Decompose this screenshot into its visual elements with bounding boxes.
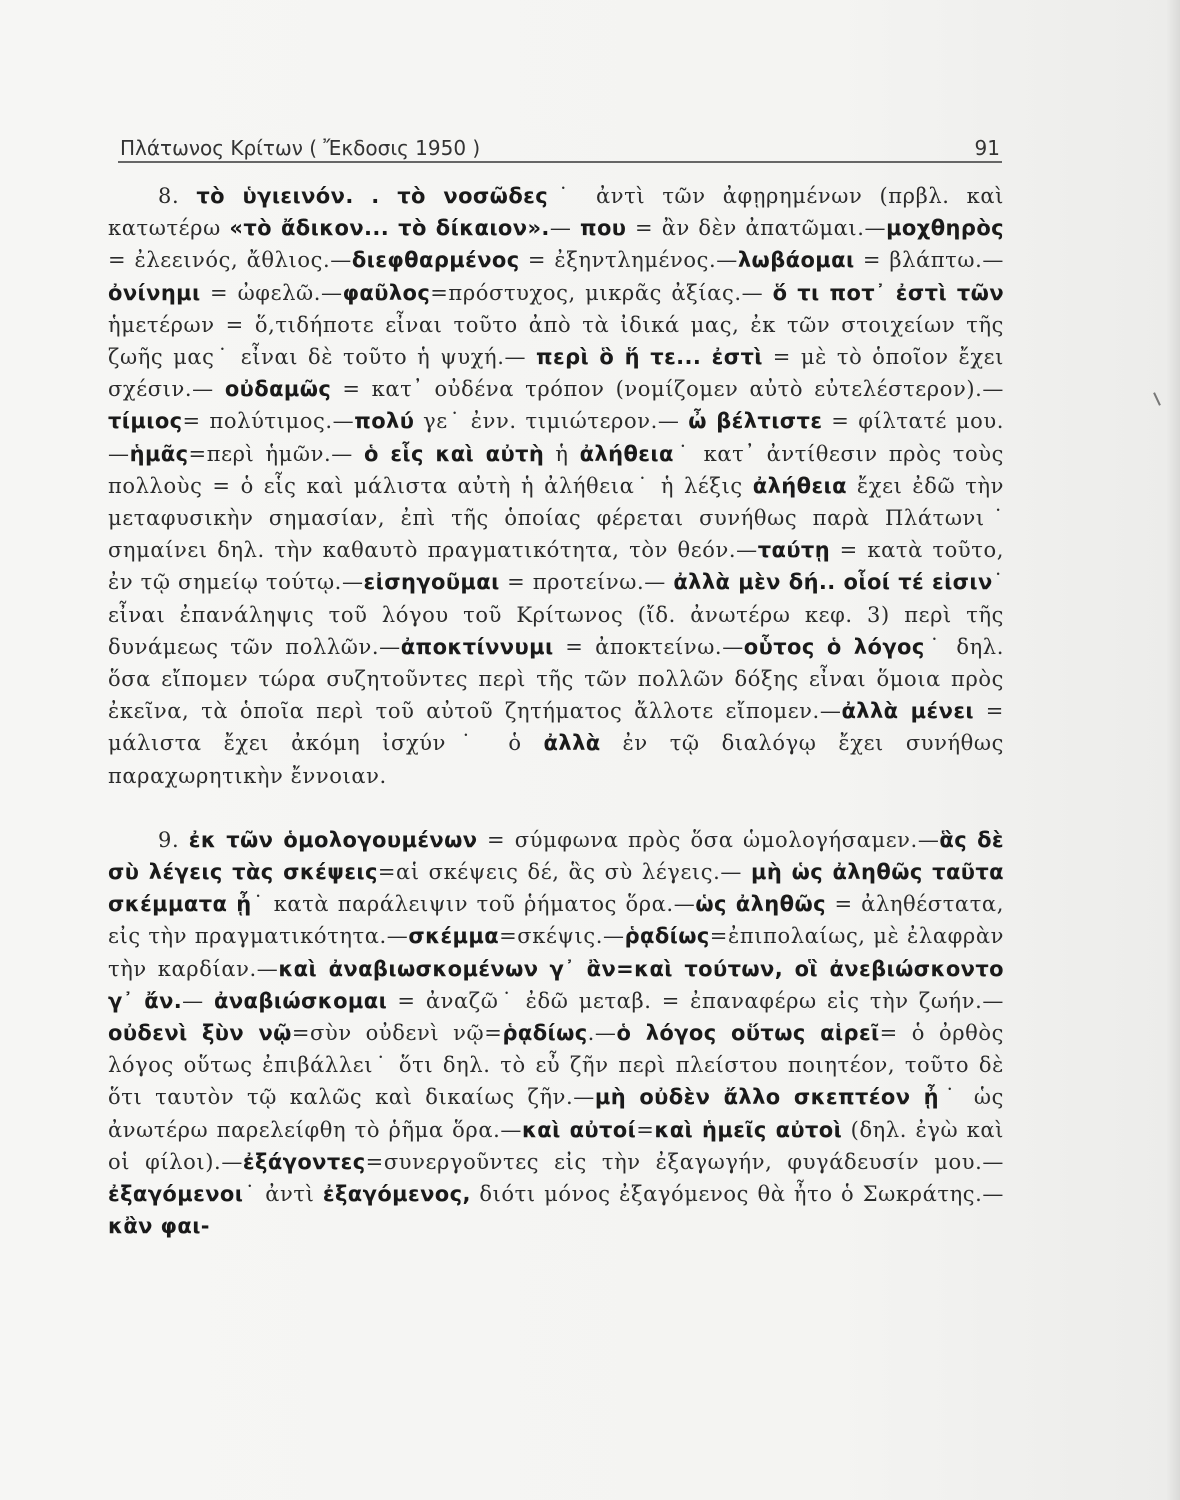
gloss-text: ˙ κατὰ παράλειψιν τοῦ ῥήματος ὅρα.— — [251, 892, 696, 917]
gloss-text: ˙ δηλ. ὅσα εἴπομεν τώρα συζητοῦντες περὶ τῆς τῶν πολλῶν δόξης εἶναι ὅμοια πρὸς ἐκεῖνα, τὰ ὁποῖα περὶ τοῦ αὐτοῦ ζητήματος ἄλλοτε εἴπομεν.— — [108, 634, 1004, 724]
gloss-text: = πολύτιμος.— — [182, 409, 355, 434]
lemma: ἀναβιώσκομαι — [214, 988, 388, 1013]
lemma: ἀλλὰ μένει — [841, 699, 975, 724]
gloss-text: =περὶ ἡμῶν.— — [188, 441, 364, 466]
gloss-text: =ἐπιπολαίως, μὲ ἐλαφρὰν τὴν καρδίαν.— — [108, 924, 1004, 981]
lemma: μὴ οὐδὲν ἄλλο σκεπτέον ᾖ — [594, 1085, 940, 1110]
note-section-9 — [108, 824, 1004, 1243]
lemma: ὀνίνημι — [108, 280, 201, 305]
lemma: «τὸ ἄδικον... τὸ δίκαιον». — [229, 216, 550, 241]
lemma: φαῦλος — [342, 280, 431, 305]
gloss-text: = μάλιστα ἔχει ἀκόμη ἰσχύν˙ ὁ — [108, 699, 1004, 756]
lemma: καὶ ἡμεῖς αὐτοὶ — [654, 1117, 843, 1142]
gloss-text: =συνεργοῦντες εἰς τὴν ἐξαγωγήν, φυγάδευσίν μου.— — [365, 1149, 1004, 1174]
lemma: ἐκ τῶν ὁμολογουμένων — [188, 827, 478, 852]
gloss-text: = — [636, 1117, 655, 1142]
gloss-text: ˙ ἀντὶ — [243, 1182, 323, 1207]
commentary-text — [108, 180, 1004, 1243]
lemma: οὗτος ὁ λόγος — [743, 634, 925, 659]
gloss-text: = ἀναζῶ˙ ἐδῶ μεταβ. = ἐπαναφέρω εἰς τὴν ζωήν.— — [387, 988, 1004, 1013]
lemma: ἃς δὲ σὺ λέγεις τὰς σκέψεις — [108, 827, 1004, 885]
lemma: ὁ λόγος οὕτως αἱρεῖ — [616, 1021, 880, 1046]
lemma: ὅ τι ποτ᾽ ἐστὶ τῶν — [772, 280, 1005, 305]
gloss-text: 9. — [158, 827, 189, 852]
lemma: εἰσηγοῦμαι — [363, 570, 500, 595]
page-edge-shadow — [1166, 0, 1180, 1500]
lemma: καὶ αὐτοί — [521, 1117, 637, 1142]
lemma: οὐδενὶ ξὺν νῷ — [108, 1021, 292, 1046]
lemma: λωβάομαι — [737, 248, 855, 273]
lemma: μὴ ὡς ἀληθῶς ταῦτα σκέμματα ᾖ — [108, 860, 1004, 917]
lemma: ὁ εἷς καὶ αὐτὴ — [363, 441, 545, 466]
gloss-text: =σκέψις.— — [499, 924, 625, 949]
gloss-text: = σύμφωνα πρὸς ὅσα ὡμολογήσαμεν.— — [477, 827, 940, 852]
gloss-text: διότι μόνος ἐξαγόμενος θὰ ἦτο ὁ Σωκράτης.— — [470, 1182, 1004, 1207]
gloss-text: — — [182, 988, 214, 1013]
gloss-text: ˙ εἶναι ἐπανάληψις τοῦ λόγου τοῦ Κρίτωνος (ἴδ. ἀνωτέρω κεφ. 3) περὶ τῆς δυνάμεως τῶν πολλῶν.— — [108, 570, 1004, 659]
gloss-text: γε˙ ἐνν. τιμιώτερον.— — [414, 409, 689, 434]
lemma: οὐδαμῶς — [224, 377, 332, 402]
gloss-text: = ἂν δὲν ἀπατῶμαι.— — [626, 216, 887, 241]
lemma: κἂν φαι- — [108, 1214, 210, 1239]
lemma: τὸ ὑγιεινόν. . τὸ νοσῶδες — [196, 184, 549, 208]
lemma: ῥᾳδίως — [624, 924, 710, 949]
gloss-text: ἡμετέρων = ὅ,τιδήποτε εἶναι τοῦτο ἀπὸ τὰ ἰδικά μας, ἐκ τῶν στοιχείων τῆς ζωῆς μας˙ εἶναι δὲ τοῦτο ἡ ψυχή.— — [108, 312, 1004, 370]
lemma: ῥᾳδίως — [502, 1021, 588, 1046]
gloss-text: .— — [587, 1021, 617, 1046]
gloss-text: ˙ ἀντὶ τῶν ἀφῃρημένων (πρβλ. καὶ κατωτέρω — [108, 184, 1004, 241]
gloss-text: — — [549, 216, 580, 241]
gloss-text — [539, 957, 550, 981]
gloss-text: ἐν τῷ διαλόγῳ ἔχει συνήθως παραχωρητικὴν ἔννοιαν. — [108, 731, 1004, 788]
gloss-text: = κατ᾽ οὐδένα τρόπον (νομίζομεν αὐτὸ εὐτελέστερον).— — [331, 377, 1004, 402]
margin-mark — [1153, 392, 1161, 406]
gloss-text: ἡ — [544, 441, 580, 466]
lemma: τίμιος — [108, 409, 183, 434]
lemma: ἀλλὰ — [543, 731, 601, 756]
lemma: ἀλήθεια — [579, 441, 674, 466]
note-section-8 — [108, 180, 1004, 792]
gloss-text: = μὲ τὸ ὁποῖον ἔχει σχέσιν.— — [108, 345, 1004, 402]
gloss-text: = κατὰ τοῦτο, ἐν τῷ σημείῳ τούτῳ.— — [108, 538, 1005, 595]
gloss-text: = βλάπτω.— — [854, 248, 1004, 273]
gloss-text: =πρόστυχος, μικρᾶς ἀξίας.— — [430, 280, 773, 305]
header-rule — [118, 161, 1002, 163]
running-header — [120, 128, 1000, 160]
lemma: γ᾽ ἂν=καὶ τούτων, οἳ ἀνεβιώσκοντο γ᾽ ἄν. — [108, 956, 1004, 1013]
lemma: ἐξαγόμενος, — [322, 1182, 471, 1207]
lemma: καὶ ἀναβιωσκομένων — [278, 956, 539, 981]
gloss-text: ˙ κατ᾽ ἀντίθεσιν πρὸς τοὺς πολλοὺς = ὁ εἷς καὶ μάλιστα αὐτὴ ἡ ἀλήθεια˙ ἡ λέξις — [108, 441, 1004, 498]
gloss-text: = ἀληθέστατα, εἰς τὴν πραγματικότητα.— — [108, 892, 1004, 949]
lemma: περὶ ὃ ἥ τε... ἐστὶ — [535, 345, 763, 370]
lemma: διεφθαρμένος — [351, 248, 520, 273]
gloss-text: =αἱ σκέψεις δέ, ἃς σὺ λέγεις.— — [377, 860, 751, 885]
lemma: ἀποκτίννυμι — [400, 634, 554, 659]
lemma: ὦ βέλτιστε — [688, 409, 823, 434]
gloss-text: = φίλτατέ μου.— — [108, 409, 1004, 466]
lemma: μοχθηρὸς — [886, 216, 1004, 241]
lemma: ἐξαγόμενοι — [108, 1182, 244, 1207]
lemma: ὡς ἀληθῶς — [695, 892, 826, 917]
gloss-text: = ὁ ὀρθὸς λόγος οὕτως ἐπιβάλλει˙ ὅτι δηλ. τὸ εὖ ζῆν περὶ πλείστου ποιητέον, τοῦτο δὲ ὅτι ταυτὸν τῷ καλῶς καὶ δικαίως ζῆν.— — [108, 1021, 1005, 1110]
lemma: πολύ — [354, 409, 415, 434]
gloss-text: ˙ ὡς ἀνωτέρω παρελείφθη τὸ ῥῆμα ὅρα.— — [108, 1085, 1005, 1142]
gloss-text: = προτείνω.— — [499, 570, 674, 595]
gloss-text: ἔχει ἐδῶ τὴν μεταφυσικὴν σημασίαν, ἐπὶ τῆς ὁποίας φέρεται συνήθως παρὰ Πλάτωνι˙ σημαίνει δηλ. τὴν καθαυτὸ πραγματικότητα, τὸν θεόν.— — [108, 473, 1005, 563]
gloss-text: = ἐξηντλημένος.— — [519, 248, 738, 273]
lemma: ταύτῃ — [757, 538, 831, 563]
lemma: ἡμᾶς — [129, 441, 189, 466]
running-title: Πλάτωνος Κρίτων ( Ἔκδοσις 1950 ) — [120, 136, 481, 160]
lemma: που — [579, 216, 627, 241]
gloss-text: = ἐλεεινός, ἄθλιος.— — [108, 248, 352, 273]
gloss-text: 8. — [158, 184, 197, 208]
lemma: σκέμμα — [408, 924, 500, 949]
gloss-text: =σὺν οὐδενὶ νῷ= — [291, 1021, 503, 1046]
lemma: ἐξάγοντες — [242, 1149, 366, 1174]
gloss-text: (δηλ. ἐγὼ καὶ οἱ φίλοι).— — [108, 1117, 1004, 1174]
gloss-text: = ἀποκτείνω.— — [553, 634, 744, 659]
lemma: ἀλλὰ μὲν δή.. οἷοί τέ εἰσιν — [673, 570, 993, 595]
page-number: 91 — [974, 136, 1000, 160]
lemma: ἀλήθεια — [752, 473, 847, 498]
gloss-text: = ὠφελῶ.— — [200, 280, 343, 305]
